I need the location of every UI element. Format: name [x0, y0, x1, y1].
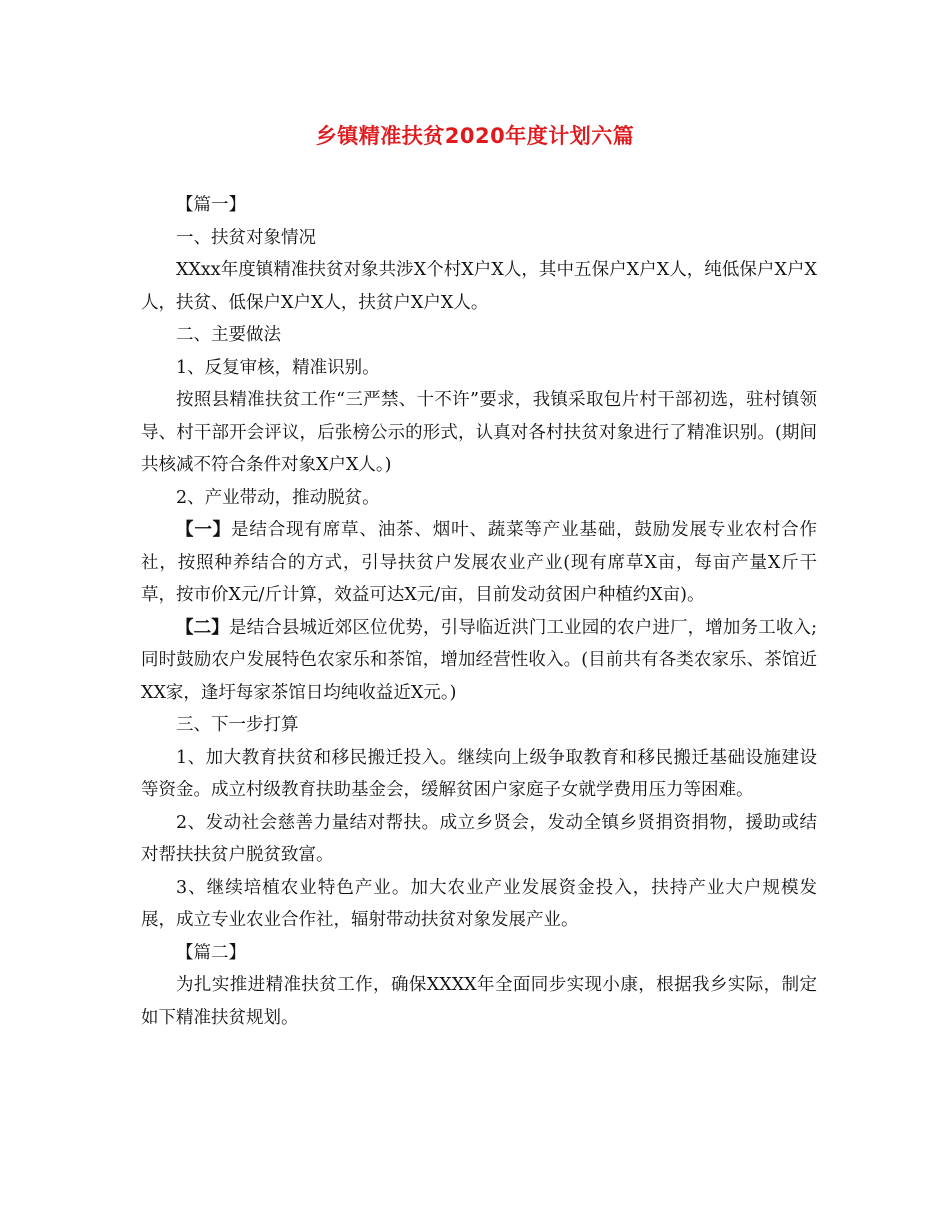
- subheading-target-situation: 一、扶贫对象情况: [176, 227, 316, 248]
- paragraph-target-summary: XXxx年度镇精准扶贫对象共涉X个村X户X人，其中五保户X户X人，纯低保户X户X人，扶贫、低保户X户X人，扶贫户X户X人。: [141, 260, 817, 313]
- subheading-next-steps: 三、下一步打算: [176, 715, 299, 735]
- paragraph-identification-process: 按照县精准扶贫工作“三严禁、十不许”要求，我镇采取包片村干部初选，驻村镇领导、村干部开会评议，后张榜公示的形式，认真对各村扶贫对象进行了精准识别。(期间共核减不符合条件对象X户X人。): [141, 390, 817, 475]
- bracket-label-two: 【二】: [176, 617, 229, 638]
- document-body: [141, 189, 817, 1034]
- section-heading-2: 【篇二】: [176, 942, 246, 963]
- section-heading-1: 【篇一】: [176, 195, 246, 215]
- bracket-label-one: 【一】: [176, 520, 232, 540]
- subheading-main-methods: 二、主要做法: [176, 325, 281, 345]
- paragraph-industry-one-text: 是结合现有席草、油茶、烟叶、蔬菜等产业基础，鼓励发展专业农村合作社，按照种养结合的方式，引导扶贫户发展农业产业(现有席草X亩，每亩产量X斤干草，按市价X元/斤计算，效益可达X元/亩，目前发动贫困户种植约X亩)。: [141, 520, 817, 605]
- item-industry-driven: 2、产业带动，推动脱贫。: [176, 487, 380, 508]
- paragraph-plan-intro: 为扎实推进精准扶贫工作，确保XXXX年全面同步实现小康，根据我乡实际，制定如下精准扶贫规划。: [141, 975, 817, 1028]
- paragraph-industry-one: [141, 514, 817, 612]
- paragraph-next-step-2: 2、发动社会慈善力量结对帮扶。成立乡贤会，发动全镇乡贤捐资捐物，援助或结对帮扶扶贫户脱贫致富。: [141, 812, 817, 865]
- paragraph-next-step-3: 3、继续培植农业特色产业。加大农业产业发展资金投入，扶持产业大户规模发展，成立专业农业合作社，辐射带动扶贫对象发展产业。: [141, 877, 817, 930]
- paragraph-next-step-1: 1、加大教育扶贫和移民搬迁投入。继续向上级争取教育和移民搬迁基础设施建设等资金。成立村级教育扶助基金会，缓解贫困户家庭子女就学费用压力等困难。: [141, 747, 817, 800]
- paragraph-industry-two-text: 是结合县城近郊区位优势，引导临近洪门工业园的农户进厂，增加务工收入;同时鼓励农户发展特色农家乐和茶馆，增加经营性收入。(目前共有各类农家乐、茶馆近XX家，逢圩每家茶馆日均纯收益近X元。): [141, 617, 818, 703]
- item-review-identify: 1、反复审核，精准识别。: [176, 357, 380, 378]
- document-title: 乡镇精准扶贫2020年度计划六篇: [315, 124, 635, 148]
- paragraph-industry-two: [141, 612, 817, 710]
